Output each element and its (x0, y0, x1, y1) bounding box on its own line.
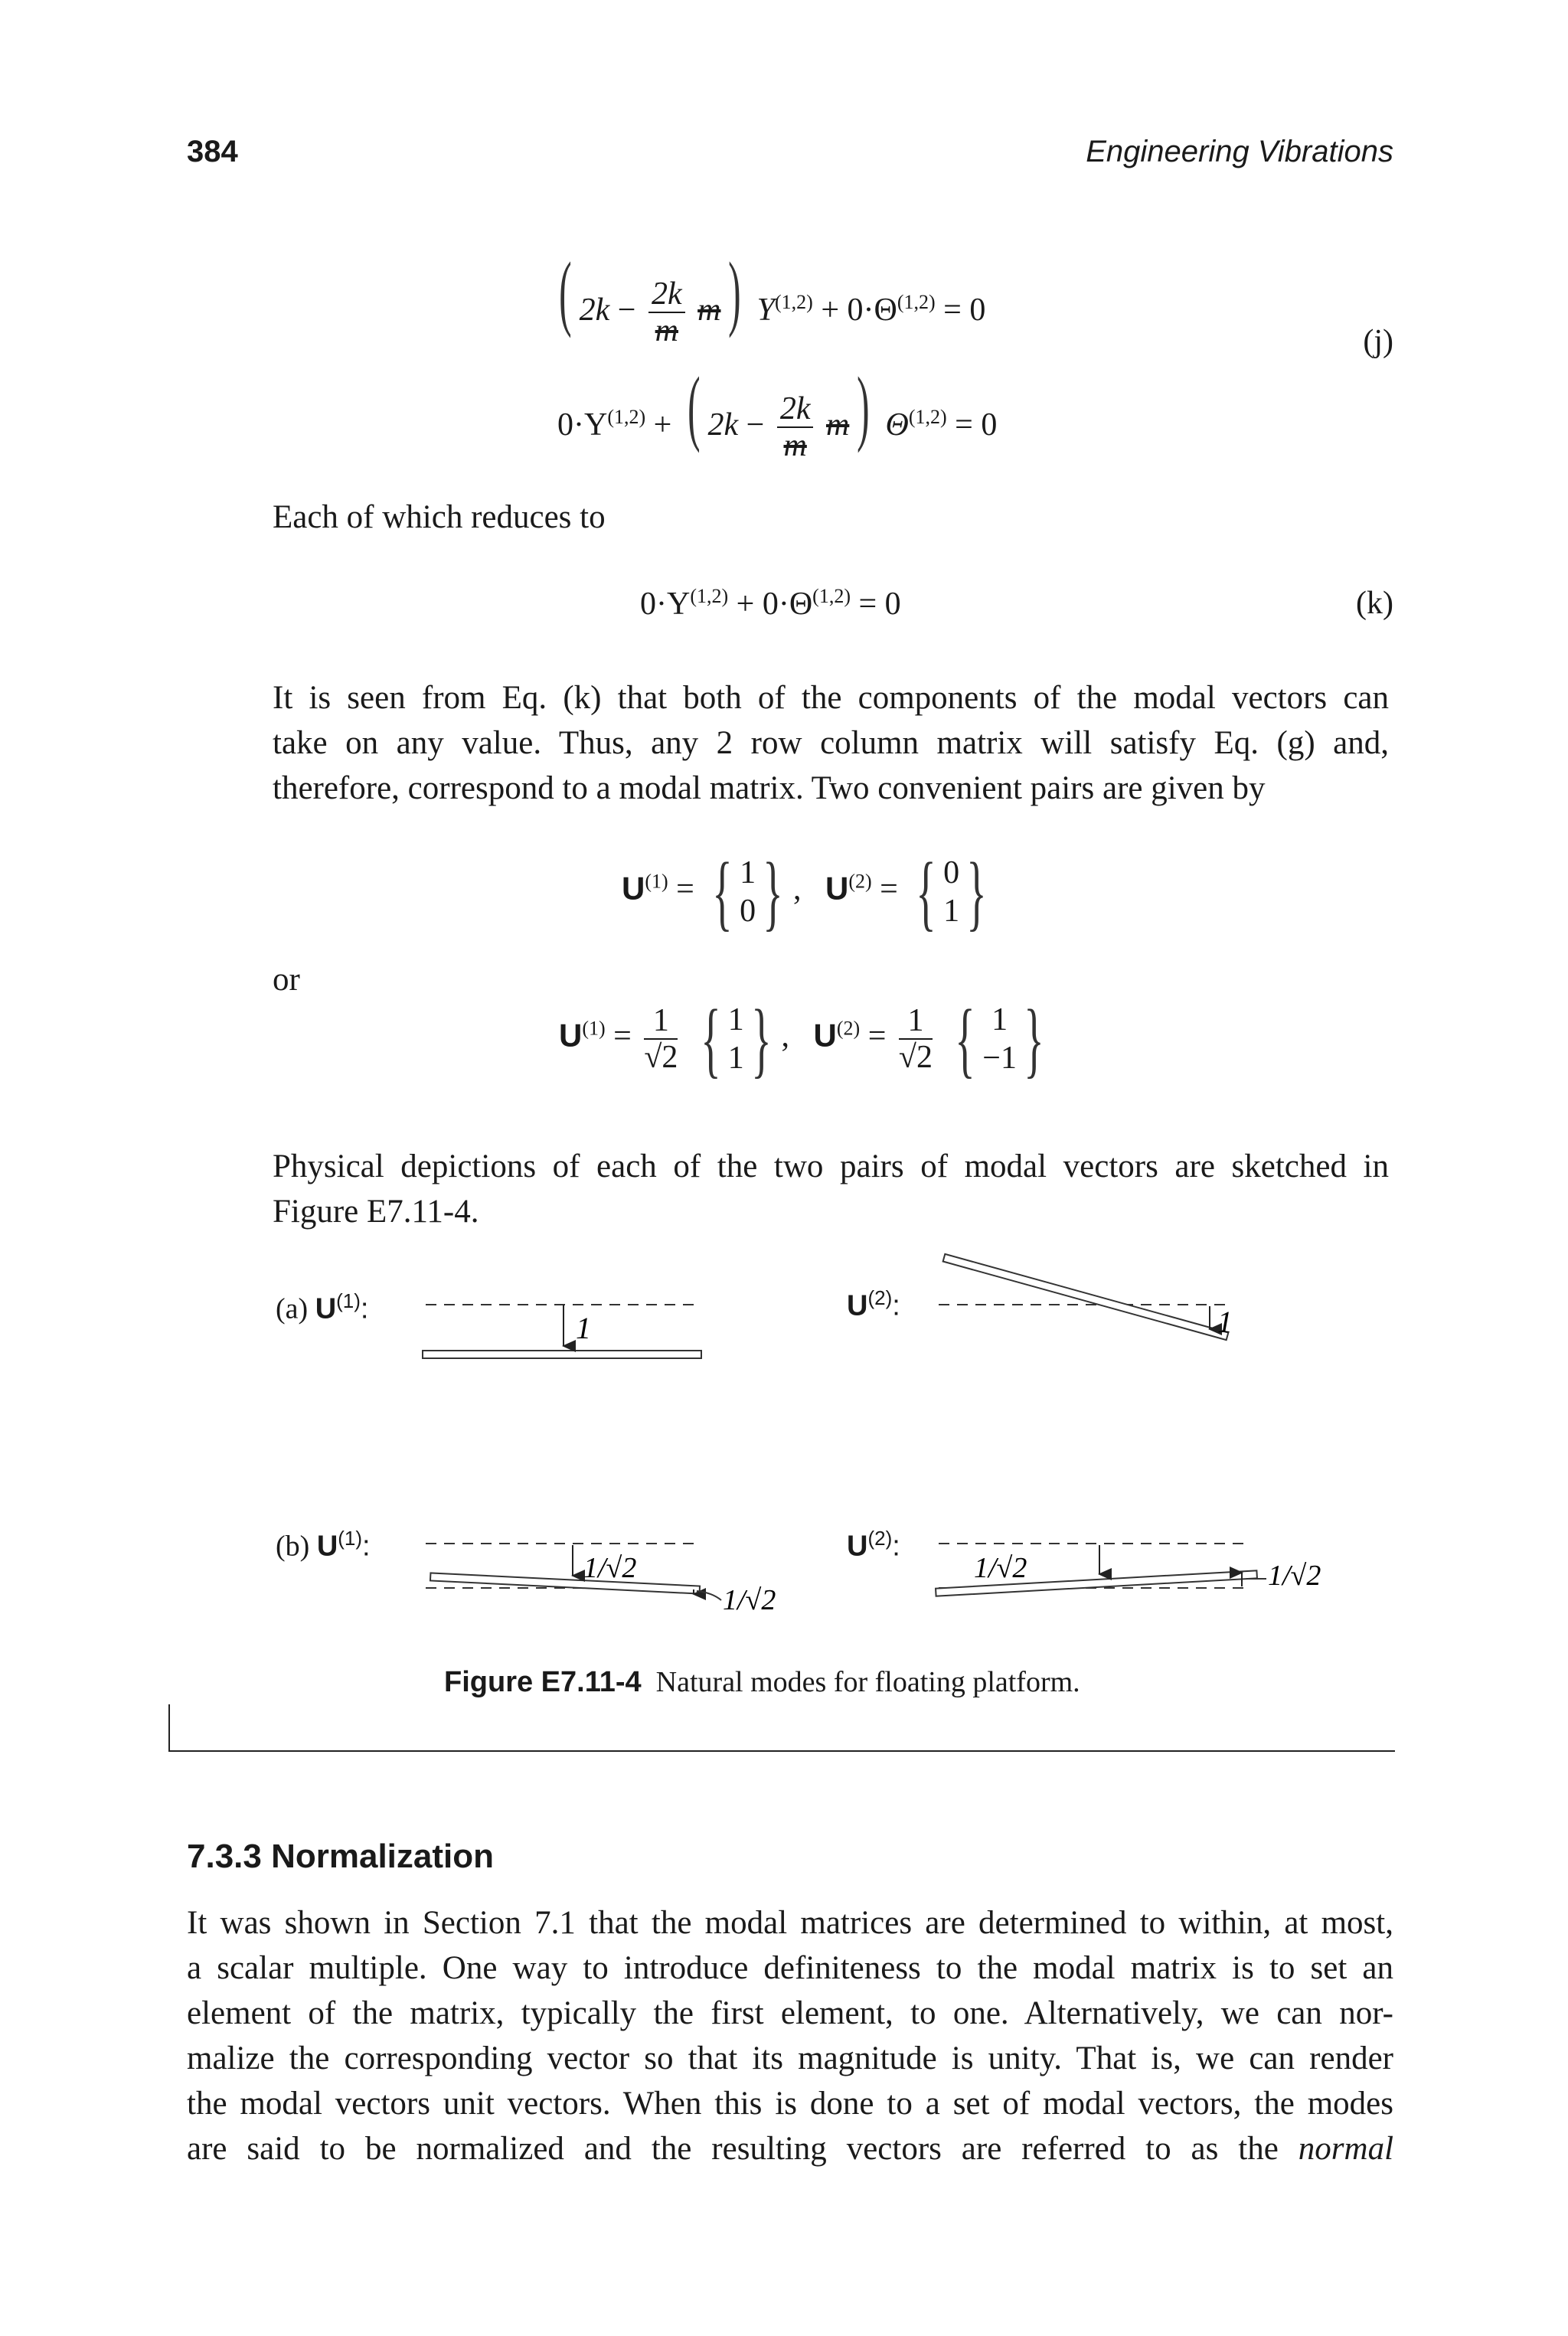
sketch-b-u2 (936, 1544, 1321, 1596)
svg-text:1/√2: 1/√2 (974, 1552, 1027, 1584)
svg-text:1: 1 (576, 1311, 591, 1345)
sketch-a-u2 (939, 1254, 1233, 1340)
text-or: or (273, 962, 300, 998)
svg-text:1/√2: 1/√2 (1268, 1560, 1321, 1592)
figure-label-a-u2: $U^{(2)}$: (847, 1286, 900, 1322)
figure-caption: Figure E7.11-4 Natural modes for floating platform. (444, 1666, 1080, 1698)
equation-label-j: (j) (1363, 324, 1393, 359)
sketch-b-u1 (426, 1544, 776, 1616)
figure-label-b-u1: (b) $U^{(1)}$: (276, 1527, 371, 1563)
example-end-bar-vertical (168, 1704, 170, 1752)
figure-label-b-u2: $U^{(2)}$: (847, 1527, 900, 1563)
equation-j-line2: $0\cdot Y^{(1,2)}$ + ( 2k − $\frac{2k}{m}$ m) Θ$^{(1,2)}$ = 0 (557, 360, 998, 464)
equation-j-line1: ( 2k − $\frac{2k}{m}$ m) $Y^{(1,2)} + 0\cdot\Theta^{(1,2)} = 0$ (559, 245, 986, 349)
page-number: 384 (187, 135, 238, 168)
text-each-reduces: Each of which reduces to (273, 499, 606, 535)
equation-k: $0\cdot Y^{(1,2)} + 0\cdot\Theta^{(1,2)} = 0$ (640, 585, 901, 622)
paragraph-modal-any-value: It is seen from Eq. (k) that both of the components of the modal vectors can take on any value. Thus, any 2 row column matrix will satisfy Eq. (g) and, therefore, correspond to a modal matrix. Two convenient pairs are given by (273, 680, 1389, 806)
svg-text:1/√2: 1/√2 (583, 1552, 637, 1584)
svg-text:1/√2: 1/√2 (723, 1584, 776, 1616)
modal-vector-set-2: $U^{(1)}$ = $\frac{1}{√2}$ { 1 1} , $U^{(2)}$ = $\frac{1}{√2}$ { 1 −1} (559, 992, 1044, 1086)
sketch-a-u1 (423, 1305, 701, 1358)
modal-vector-set-1: $U^{(1)}$ = { 1 0} , $U^{(2)}$ = { 0 1} (622, 845, 987, 939)
equation-label-k: (k) (1356, 586, 1393, 621)
figure-label-a-u1: (a) $U^{(1)}$: (276, 1289, 369, 1325)
svg-text:1: 1 (1217, 1305, 1233, 1339)
paragraph-physical-depictions: Physical depictions of each of the two pairs of modal vectors are sketched in Figure E7.11-4. (273, 1148, 1389, 1230)
running-title: Engineering Vibrations (1086, 135, 1393, 168)
paragraph-normalization: It was shown in Section 7.1 that the modal matrices are determined to within, at most, a scalar multiple. One way to introduce definiteness to the modal matrix is to set an element of the matrix, typically the first element, to one. Alternatively, we can nor- malize the corresponding vector so that its magnitude is unity. That is, we can render the modal vectors unit vectors. When this is done to a set of modal vectors, the modes are said to be normalized and the resulting vectors are referred to as the normal (187, 1905, 1394, 2167)
example-end-bar-horizontal (168, 1750, 1395, 1752)
section-heading: 7.3.3 Normalization (187, 1838, 495, 1875)
